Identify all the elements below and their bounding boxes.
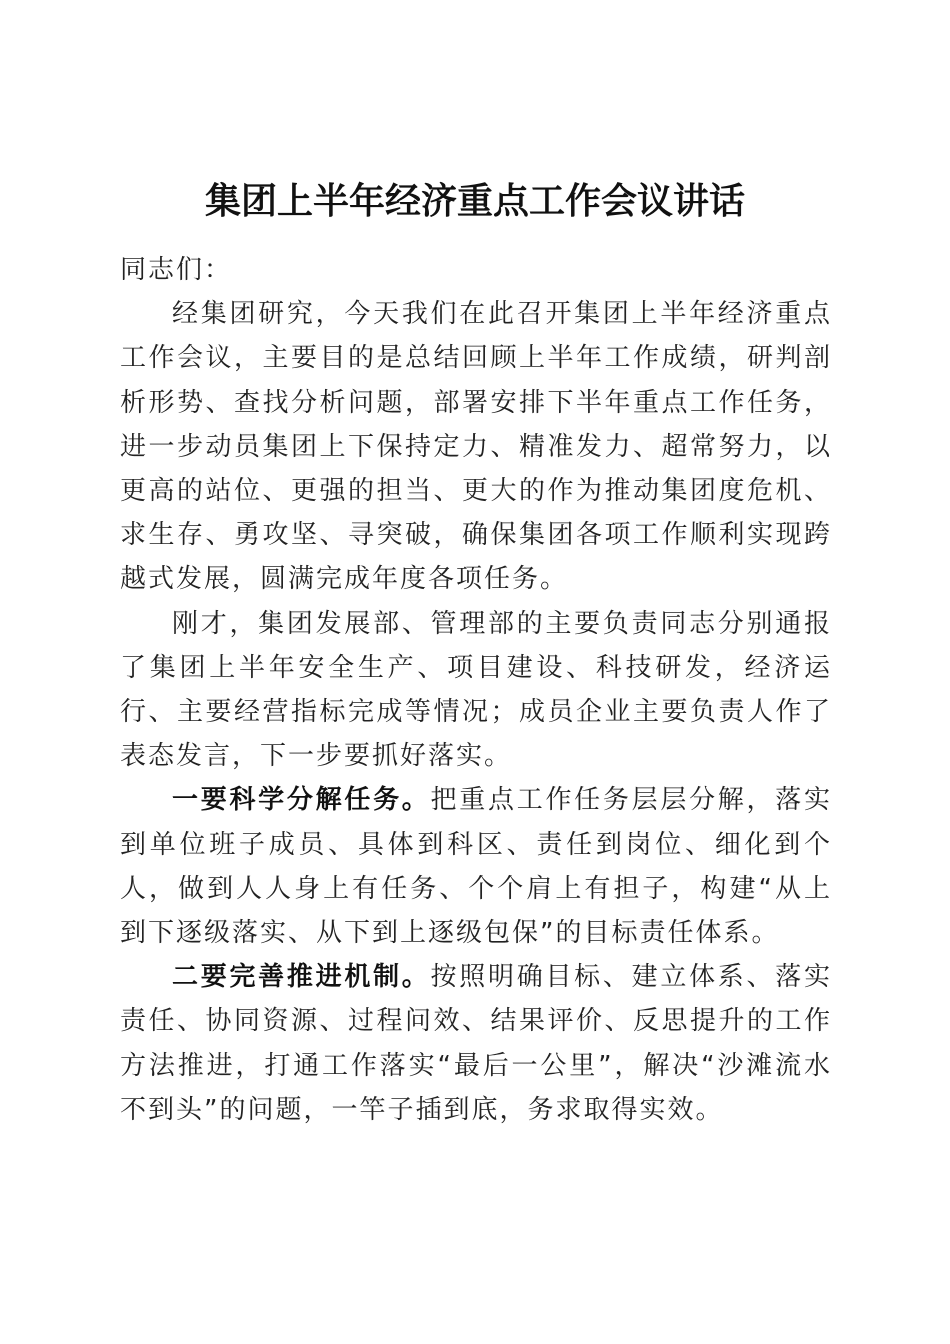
paragraph-point-two [120, 955, 832, 1132]
paragraph-point-one [120, 778, 832, 955]
paragraph-lead-heading: 一要科学分解任务。 [172, 785, 431, 816]
paragraph-text: 把重点工作任务层层分解，落实到单位班子成员、具体到科区、责任到岗位、细化到个人，做到人人身上有任务、个个肩上有担子，构建“从上到下逐级落实、从下到上逐级包保”的目标责任体系。 [120, 785, 832, 949]
document-title: 集团上半年经济重点工作会议讲话 [204, 180, 745, 222]
paragraph-text: 经集团研究，今天我们在此召开集团上半年经济重点工作会议，主要目的是总结回顾上半年工作成绩，研判剖析形势、查找分析问题，部署安排下半年重点工作任务，进一步动员集团上下保持定力、精准发力、超常努力，以更高的站位、更强的担当、更大的作为推动集团度危机、求生存、勇攻坚、寻突破，确保集团各项工作顺利实现跨越式发展，圆满完成年度各项任务。 [120, 299, 832, 595]
paragraph-lead-heading: 二要完善推进机制。 [172, 962, 431, 993]
salutation: 同志们： [120, 255, 233, 285]
paragraph-intro [120, 292, 832, 601]
paragraph-text: 刚才，集团发展部、管理部的主要负责同志分别通报了集团上半年安全生产、项目建设、科技研发，经济运行、主要经营指标完成等情况；成员企业主要负责人作了表态发言，下一步要抓好落实。 [120, 608, 832, 772]
document-body [120, 248, 832, 1132]
paragraph-text: 按照明确目标、建立体系、落实责任、协同资源、过程问效、结果评价、反思提升的工作方法推进，打通工作落实“最后一公里”，解决“沙滩流水不到头”的问题，一竿子插到底，务求取得实效。 [120, 962, 832, 1125]
paragraph-report [120, 602, 832, 779]
